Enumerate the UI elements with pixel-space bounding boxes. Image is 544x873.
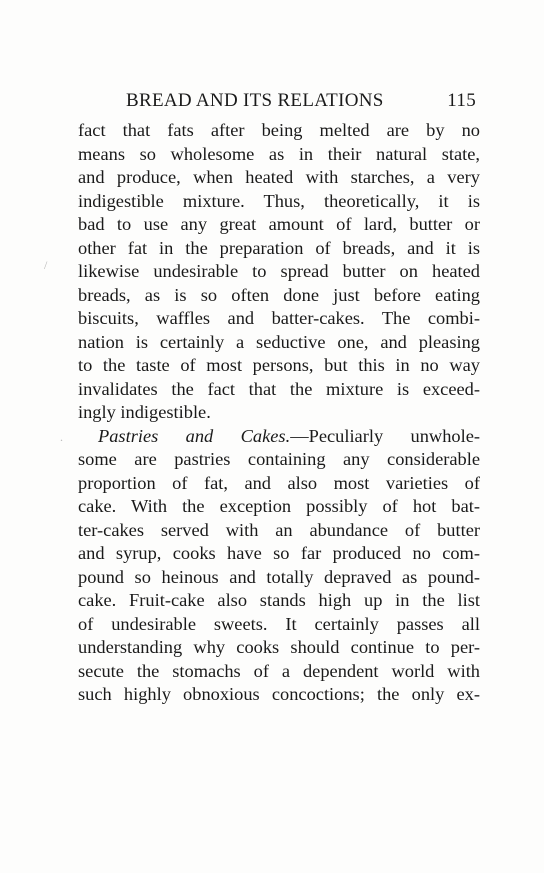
text-line: ingly indigestible. bbox=[78, 402, 211, 422]
running-head bbox=[126, 86, 478, 116]
text-line: nation is certainly a seductive one, and pleasing bbox=[78, 331, 480, 352]
paper-speck: / bbox=[44, 258, 48, 272]
body-text bbox=[78, 119, 480, 707]
text-line: breads, as is so often done just before eating bbox=[78, 284, 480, 305]
text-line: of undesirable sweets. It certainly passes all bbox=[78, 613, 480, 634]
text-line: and syrup, cooks have so far produced no com- bbox=[78, 543, 480, 563]
section-first-line-text: —Peculiarly unwhole- bbox=[290, 425, 481, 446]
running-head-title: BREAD AND ITS RELATIONS bbox=[126, 90, 384, 111]
text-line: ter-cakes served with an abundance of butter bbox=[78, 519, 480, 540]
text-line: cake. With the exception possibly of hot bat- bbox=[78, 496, 480, 516]
text-line: some are pastries containing any considerable bbox=[78, 449, 480, 469]
text-line: pound so heinous and totally depraved as pound- bbox=[78, 566, 480, 587]
section-heading: Pastries and Cakes. bbox=[98, 425, 291, 446]
text-line: bad to use any great amount of lard, butter or bbox=[78, 214, 480, 234]
text-line: invalidates the fact that the mixture is exceed- bbox=[78, 378, 480, 399]
text-line: such highly obnoxious concoctions; the only ex- bbox=[78, 684, 480, 704]
text-line: biscuits, waffles and batter-cakes. The combi- bbox=[78, 308, 480, 328]
text-line: fact that fats after being melted are by no bbox=[78, 120, 480, 140]
text-line: means so wholesome as in their natural state, bbox=[78, 143, 480, 164]
paper-speck: . bbox=[60, 430, 63, 444]
text-line: proportion of fat, and also most varieties of bbox=[78, 472, 480, 493]
text-line: other fat in the preparation of breads, and it is bbox=[78, 237, 480, 258]
page-number: 115 bbox=[447, 90, 476, 111]
text-line: understanding why cooks should continue to per- bbox=[78, 637, 480, 657]
text-line: cake. Fruit-cake also stands high up in the list bbox=[78, 590, 480, 610]
text-line: to the taste of most persons, but this in no way bbox=[78, 355, 480, 375]
text-line: secute the stomachs of a dependent world with bbox=[78, 660, 480, 681]
text-line: likewise undesirable to spread butter on heated bbox=[78, 261, 480, 281]
text-line: indigestible mixture. Thus, theoretically, it is bbox=[78, 190, 480, 211]
section-first-line bbox=[78, 425, 480, 449]
text-line: and produce, when heated with starches, a very bbox=[78, 167, 480, 187]
